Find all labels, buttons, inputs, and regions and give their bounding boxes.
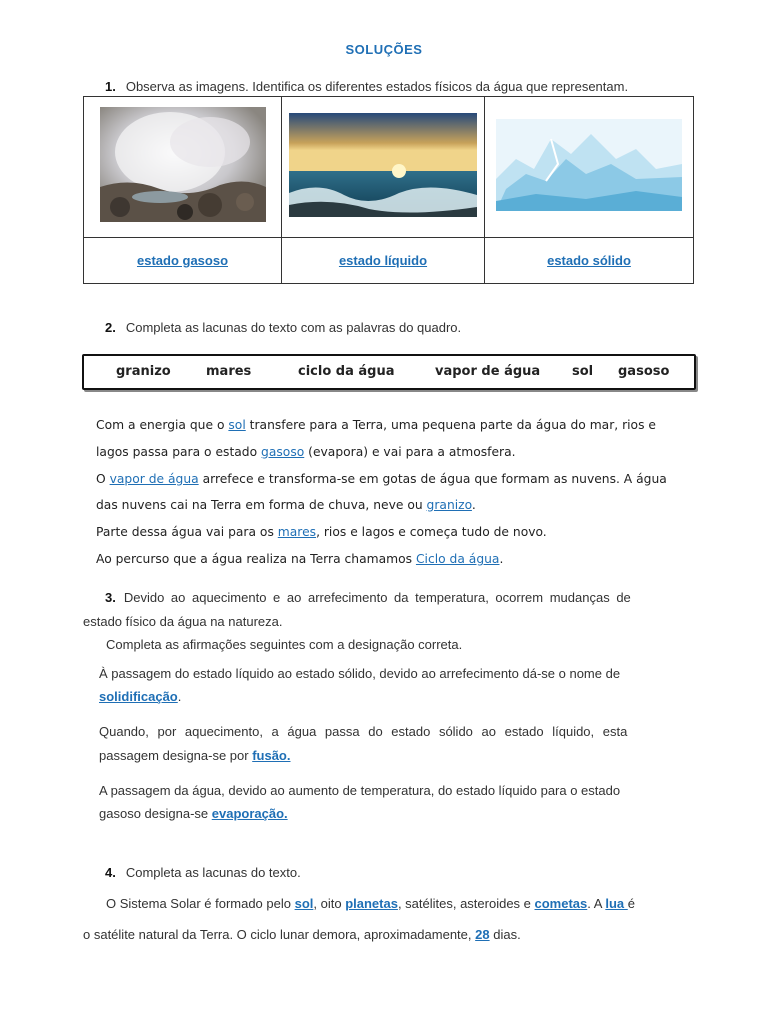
answer-gasoso: gasoso	[261, 445, 305, 459]
word-box	[82, 354, 696, 390]
image-cell-liquid	[282, 97, 485, 238]
text-line: gasoso designa-se evaporação.	[99, 806, 288, 821]
text-line: Ao percurso que a água realiza na Terra chamamos Ciclo da água.	[96, 552, 504, 566]
answer-solidificacao: solidificação	[99, 689, 178, 704]
answer-sol: sol	[228, 418, 246, 432]
answer-gas: estado gasoso	[136, 253, 229, 268]
image-cell-gas	[84, 97, 282, 238]
answer-28: 28	[475, 927, 490, 942]
answer-liquid: estado líquido	[338, 253, 428, 268]
label-cell	[282, 238, 485, 284]
question-text: Completa as lacunas do texto com as palavras do quadro.	[125, 320, 462, 335]
question-text: Observa as imagens. Identifica os diferentes estados físicos da água que representam.	[125, 79, 629, 94]
question-number: 2.	[105, 320, 116, 335]
text-line: A passagem da água, devido ao aumento de temperatura, do estado líquido para o estado	[99, 783, 621, 798]
question-number: 4.	[105, 865, 116, 880]
text-line: Com a energia que o sol transfere para a Terra, uma pequena parte da água do mar, rios e	[96, 418, 656, 432]
text-line: solidificação.	[99, 689, 182, 704]
text-line: das nuvens cai na Terra em forma de chuva, neve ou granizo.	[96, 498, 476, 512]
question-number: 1.	[105, 79, 116, 94]
answer-granizo: granizo	[426, 498, 472, 512]
word-item: sol	[572, 364, 594, 379]
answer-fusao: fusão.	[252, 748, 291, 763]
answer-planetas: planetas	[345, 896, 398, 911]
answer-evaporacao: evaporação.	[211, 806, 288, 821]
answer-sol: sol	[294, 896, 314, 911]
text-line: 3. Devido ao aquecimento e ao arrefecimento da temperatura, ocorrem mudanças de	[105, 590, 631, 605]
text-line: Parte dessa água vai para os mares, rios e lagos e começa tudo de novo.	[96, 525, 547, 539]
sea-image	[289, 113, 477, 217]
answer-lua: lua	[605, 896, 628, 911]
word-item: mares	[206, 364, 252, 379]
images-table	[83, 96, 694, 284]
answer-mares: mares	[277, 525, 317, 539]
page-title: SOLUÇÕES	[345, 42, 423, 57]
text-line: passagem designa-se por fusão.	[99, 748, 291, 763]
question-1	[105, 79, 628, 94]
question-number: 3.	[105, 590, 116, 605]
image-cell-solid	[485, 97, 694, 238]
text-line: lagos passa para o estado gasoso (evapora) e vai para a atmosfera.	[96, 445, 516, 459]
text-line: estado físico da água na natureza.	[83, 614, 283, 629]
word-item: vapor de água	[435, 364, 541, 379]
text-line: 4. Completa as lacunas do texto.	[105, 865, 301, 880]
label-cell	[485, 238, 694, 284]
text-line: O Sistema Solar é formado pelo sol, oito planetas, satélites, asteroides e cometas. A lua é	[106, 896, 635, 911]
answer-ciclo: Ciclo da água	[415, 552, 500, 566]
answer-vapor: vapor de água	[109, 472, 199, 486]
ice-image	[496, 119, 682, 211]
steam-image	[100, 107, 266, 222]
text-line: Completa as afirmações seguintes com a designação correta.	[106, 637, 463, 652]
text-line: o satélite natural da Terra. O ciclo lunar demora, aproximadamente, 28 dias.	[83, 927, 521, 942]
text-line: O vapor de água arrefece e transforma-se em gotas de água que formam as nuvens. A água	[96, 472, 667, 486]
answer-cometas: cometas	[534, 896, 588, 911]
word-item: granizo	[116, 364, 171, 379]
word-item: gasoso	[618, 364, 670, 379]
text-line: À passagem do estado líquido ao estado sólido, devido ao arrefecimento dá-se o nome de	[99, 666, 621, 681]
answer-solid: estado sólido	[547, 253, 631, 268]
question-2	[105, 320, 461, 335]
word-item: ciclo da água	[298, 364, 395, 379]
text-line: Quando, por aquecimento, a água passa do estado sólido ao estado líquido, esta	[99, 724, 628, 739]
label-cell	[84, 238, 282, 284]
